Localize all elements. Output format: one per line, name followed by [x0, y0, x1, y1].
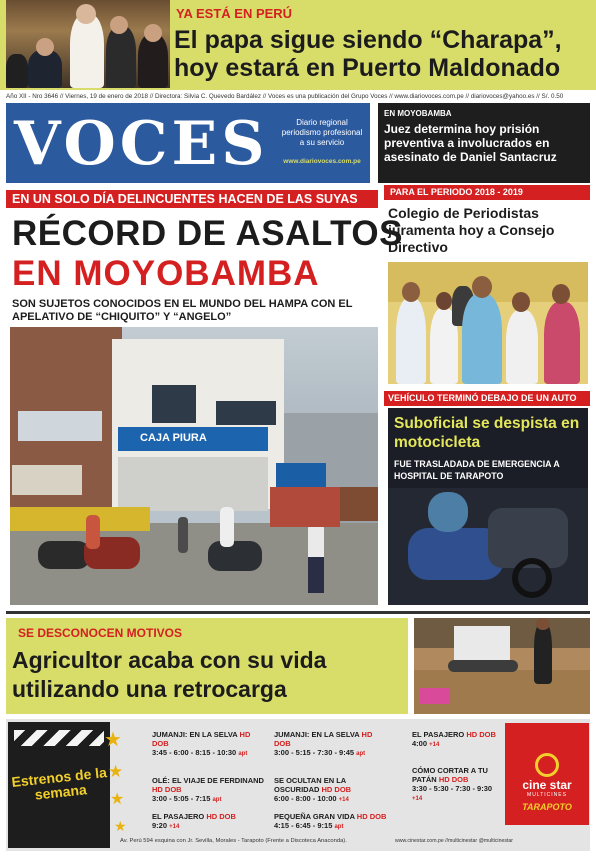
masthead-tagline: Diario regional periodismo profesional a su servicio: [281, 118, 363, 147]
colegio-kicker: PARA EL PERIODO 2018 - 2019: [390, 187, 523, 197]
agri-photo: [414, 618, 590, 714]
movie-listing[interactable]: PEQUEÑA GRAN VIDA HD DOB 4:15 - 6:45 - 9:15 apt: [274, 812, 387, 830]
movie-listing[interactable]: SE OCULTAN EN LA OSCURIDAD HD DOB 6:00 - 8:00 - 10:00 +14: [274, 776, 352, 803]
top-kicker: YA ESTÁ EN PERÚ: [176, 6, 293, 21]
robbery-headline-line-2[interactable]: EN MOYOBAMBA: [12, 254, 320, 293]
judge-kicker: EN MOYOBAMBA: [384, 109, 452, 118]
robbery-subheadline: SON SUJETOS CONOCIDOS EN EL MUNDO DEL HAMPA CON EL APELATIVO DE “CHIQUITO” Y “ANGELO”: [12, 298, 353, 323]
voces-logo[interactable]: VOCES: [14, 109, 269, 179]
cinestar-subtitle: MULTICINES: [527, 792, 567, 798]
movie-listing[interactable]: EL PASAJERO HD DOB 9:20 +14: [152, 812, 236, 830]
top-headline-line-2: hoy estará en Puerto Maldonado: [174, 54, 561, 82]
vehicle-kicker: VEHÍCULO TERMINÓ DEBAJO DE UN AUTO: [388, 393, 577, 403]
cinema-social-links[interactable]: www.cinestar.com.pe //multicinestar @multicinestar: [395, 838, 513, 844]
agri-kicker: SE DESCONOCEN MOTIVOS: [18, 626, 183, 640]
robbery-photo: [10, 327, 378, 605]
vehicle-subheadline: FUE TRASLADADA DE EMERGENCIA A HOSPITAL DE TARAPOTO: [394, 459, 560, 481]
star-icon: ★: [104, 729, 122, 751]
star-icon: ★: [108, 762, 124, 781]
judge-headline[interactable]: Juez determina hoy prisión preventiva a involucrados en asesinato de Daniel Santacruz: [384, 122, 557, 164]
caja-piura-sign: CAJA PIURA: [140, 432, 207, 444]
star-icon: ★: [114, 818, 127, 834]
movie-listing[interactable]: JUMANJI: EN LA SELVA HD DOB 3:45 - 6:00 - 8:15 - 10:30 apt: [152, 730, 251, 757]
dateline: Año XII - Nro 3646 // Viernes, 19 de enero de 2018 // Directora: Silvia C. Quevedo Bardález // Voces es una publicación del Grupo Voces // www.diariovoces.com.pe // diariovoces@yahoo.es // S/. 0.50: [6, 93, 564, 100]
agri-headline[interactable]: Agricultor acaba con su vida utilizando una retrocarga: [12, 647, 327, 702]
estrenos-label: Estrenos de la semana: [10, 764, 108, 803]
top-headline-line-1: El papa sigue siendo “Charapa”,: [174, 26, 562, 54]
robbery-kicker: EN UN SOLO DÍA DELINCUENTES HACEN DE LAS SUYAS: [12, 192, 358, 206]
cinema-address: Av. Perú 594 esquina con Jr. Sevilla, Morales - Tarapoto (Frente a Discoteca Anaconda).: [120, 838, 347, 844]
robbery-headline-line-1[interactable]: RÉCORD DE ASALTOS: [12, 214, 403, 253]
movie-listing[interactable]: OLÉ: EL VIAJE DE FERDINAND HD DOB 3:00 - 5:05 - 7:15 apt: [152, 776, 264, 803]
masthead-url[interactable]: www.diariovoces.com.pe: [283, 158, 361, 165]
vehicle-headline[interactable]: Suboficial se despista en motocicleta: [394, 415, 580, 451]
cinestar-logo[interactable]: cine star: [522, 778, 572, 792]
movie-listing[interactable]: CÓMO CORTAR A TU PATÁN HD DOB 3:30 - 5:30 - 7:30 - 9:30 +14: [412, 766, 493, 802]
section-divider: [6, 611, 590, 614]
colegio-headline[interactable]: Colegio de Periodistas juramenta hoy a Consejo Directivo: [388, 205, 555, 255]
movie-listing[interactable]: EL PASAJERO HD DOB 4:00 +14: [412, 730, 496, 748]
colegio-photo: [388, 262, 588, 384]
cinestar-city: TARAPOTO: [522, 802, 572, 812]
movie-listing[interactable]: JUMANJI: EN LA SELVA HD DOB 3:00 - 5:15 - 7:30 - 9:45 apt: [274, 730, 373, 757]
star-icon: ★: [110, 791, 125, 808]
top-headline[interactable]: [174, 26, 594, 82]
pope-photo: [6, 0, 170, 88]
